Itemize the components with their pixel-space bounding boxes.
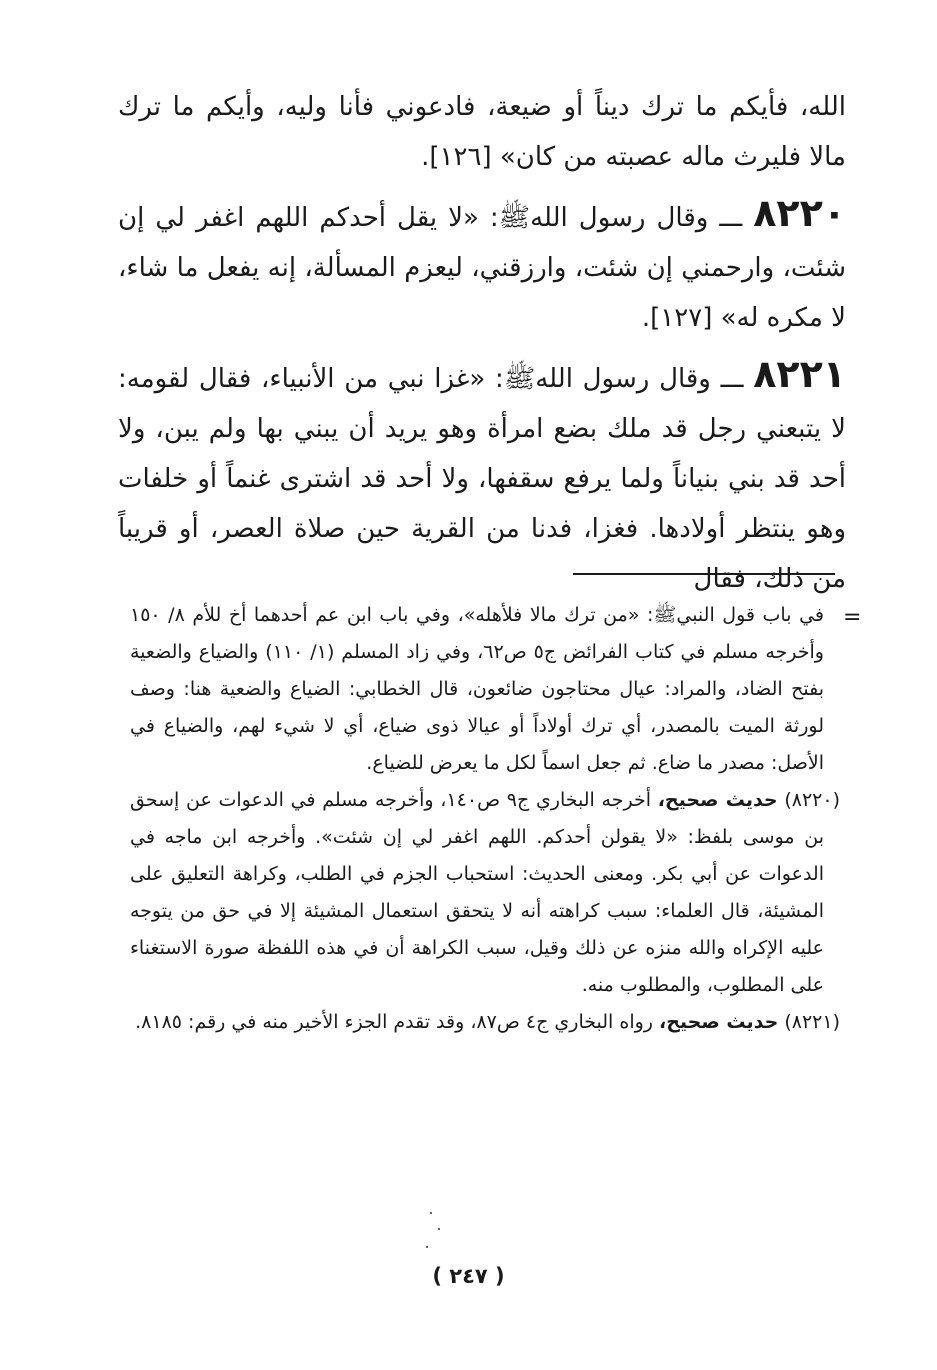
footnote-grade: حديث صحيح، <box>659 1011 779 1033</box>
footnote-text: رواه البخاري ج٤ ص٨٧، وقد تقدم الجزء الأخير منه في رقم: ٨١٨٥. <box>135 1011 653 1033</box>
paragraph-text: الله، فأيكم ما ترك ديناً أو ضيعة، فادعوني فأنا وليه، وأيكم ما ترك مالا فليرث ماله عصبته من كان» [١٢٦]. <box>118 92 846 172</box>
footnote-continuation-mark: = <box>843 605 862 630</box>
footnote-continuation <box>130 597 840 782</box>
hadith-number: ٨٢٢١ <box>753 352 846 396</box>
hadith-text: ـــ وقال رسول اللهﷺ: «لا يقل أحدكم اللهم اغفر لي إن شئت، وارحمني إن شئت، وارزقني، ليعزم المسألة، إنه يفعل ما شاء، لا مكره له» [١٢٧]. <box>118 203 846 333</box>
scan-speck <box>438 1228 440 1230</box>
scan-speck <box>426 1246 428 1248</box>
hadith-text: ـــ وقال رسول اللهﷺ: «غزا نبي من الأنبياء، فقال لقومه: لا يتبعني رجل قد ملك بضع امرأة وهو يريد أن يبني بها ولم يبن، ولا أحد قد بني بنياناً ولما يرفع سقفها، ولا أحد قد اشترى غنماً أو خلفات وهو ينتظر أولادها. فغزا، فدنا من القرية حين صلاة العصر، أو قريباً من ذلك، فقال <box>118 364 846 594</box>
footnote-grade: حديث صحيح، <box>657 789 778 811</box>
footnote-8220 <box>130 782 840 1004</box>
footnote-separator <box>573 573 835 575</box>
footnote-8221 <box>130 1004 840 1041</box>
hadith-8220 <box>118 188 846 343</box>
footnotes <box>130 597 840 1041</box>
footnote-number: (٨٢٢٠) <box>784 789 841 811</box>
footnote-text: أخرجه البخاري ج٩ ص١٤٠، وأخرجه مسلم في الدعوات عن إسحق بن موسى بلفظ: «لا يقولن أحدكم. اللهم اغفر لي إن شئت». وأخرجه ابن ماجه في الدعوات عن أبي بكر. ومعنى الحديث: استحباب الجزم في الطلب، وكراهة التعليق على المشيئة، قال العلماء: سبب كراهته أنه لا يتحقق استعمال المشيئة إلا في حق من يتوجه عليه الإكراه والله منزه عن ذلك وقيل، سبب الكراهة أن في هذه اللفظة صورة الاستغناء على المطلوب، والمطلوب منه. <box>130 789 824 996</box>
page-number: ( ٢٤٧ ) <box>432 1264 505 1288</box>
footnote-number: (٨٢٢١) <box>784 1011 840 1033</box>
paragraph-continuation <box>118 82 846 182</box>
hadith-number: ٨٢٢٠ <box>753 191 846 235</box>
footnote-text: في باب قول النبيﷺ: «من ترك مالا فلأهله»، وفي باب ابن عم أحدهما أخ للأم ٨/ ١٥٠ وأخرجه مسلم في كتاب الفرائض ج٥ ص٦٢، وفي زاد المسلم (١/ ١١٠) والضياع والضعية بفتح الضاد، والمراد: عيال محتاجون ضائعون، قال الخطابي: الضياع والضعية هنا: وصف لورثة الميت بالمصدر، أي ترك أولاداً أو عيالا ذوى ضياع، أي لا شيء لهم، والضياع في الأصل: مصدر ما ضاع. ثم جعل اسماً لكل ما يعرض للضياع. <box>130 604 824 774</box>
main-text <box>118 82 846 604</box>
hadith-8221 <box>118 349 846 604</box>
scan-speck <box>430 1212 432 1214</box>
